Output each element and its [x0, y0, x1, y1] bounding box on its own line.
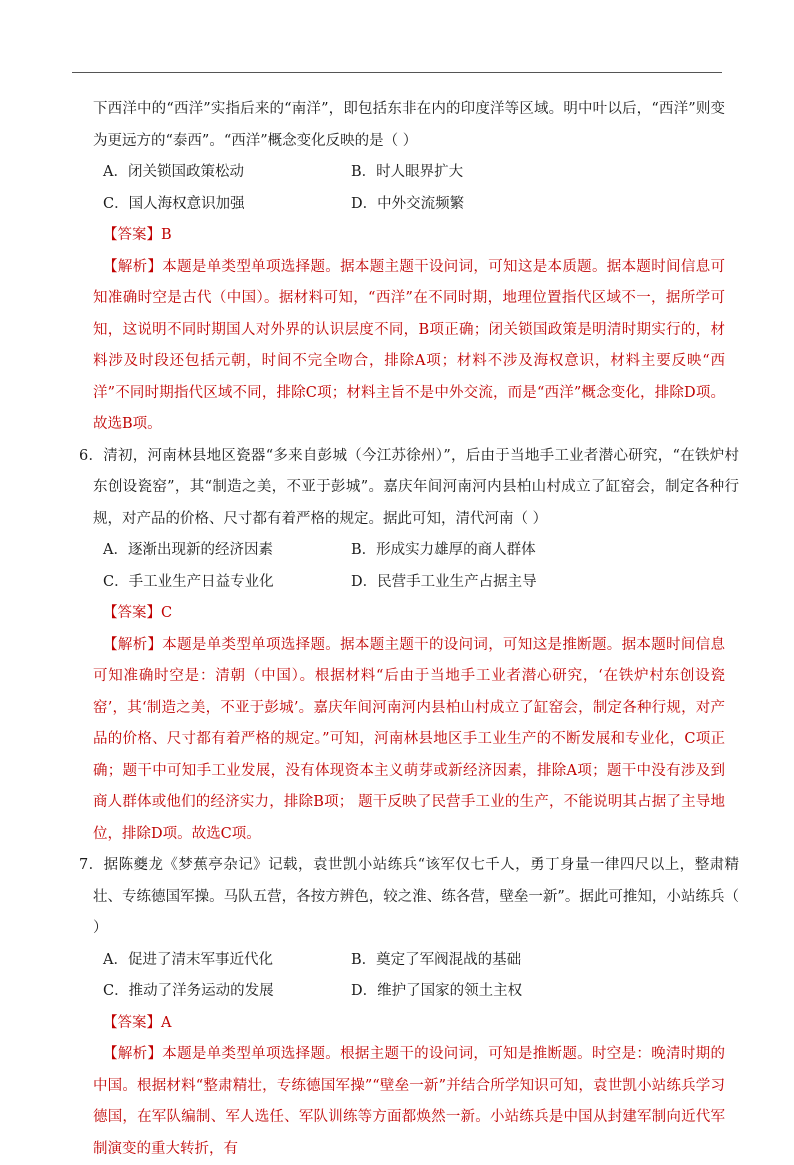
q7-analysis-text: 【解析】本题是单类型单项选择题。根据主题干的设问词，可知是推断题。时空是：晚清时期的中国。根据材料“整肃精壮，专练德国军操”“壁垒一新”并结合所学知识可知，袁世凯小站练兵学习德国，在军队编制、军人选任、军队训练等方面都焕然一新。小站练兵是中国从封建军制向近代军制演变的重大转折，有 — [93, 1046, 725, 1157]
q7-option-b: B．奠定了军阀混战的基础 — [351, 951, 522, 968]
q5-answer: 【答案】B — [103, 227, 172, 243]
q6-option-c: C．手工业生产日益专业化 — [103, 573, 274, 590]
q5-analysis — [93, 252, 725, 441]
q6-option-b: B．形成实力雄厚的商人群体 — [351, 542, 536, 558]
q7-stem: 7．据陈夔龙《梦蕉亭杂记》记载，袁世凯小站练兵“该军仅七千人，勇丁身量一律四尺以上，整肃精壮、专练德国军操。马队五营，各按方辨色，较之淮、练各营，壁垒一新”。据此可推知，小站练兵（ ） — [79, 857, 739, 936]
q5-options — [93, 157, 725, 220]
q7-analysis — [93, 1039, 725, 1165]
q7-option-d: D．维护了国家的领土主权 — [351, 983, 523, 999]
q6-analysis-text: 【解析】本题是单类型单项选择题。据本题主题干的设问词，可知这是推断题。据本题时间信息可知准确时空是：清朝（中国）。根据材料“后由于当地手工业者潜心研究，‘在铁炉村东创设瓷窑’，其‘制造之美，不亚于彭城’。嘉庆年间河南河内县柏山村成立了缸窑会，制定各种行规，对产品的价格、尺寸都有着严格的规定。”可知，河南林县地区手工业生产的不断发展和专业化，C项正确；题干中可知手工业发展，没有体现资本主义萌芽或新经济因素，排除A项；题干中没有涉及到商人群体或他们的经济实力，排除B项； 题干反映了民营手工业的生产，不能说明其占据了主导地位，排除D项。故选C项。 — [93, 636, 725, 842]
q6-option-d: D．民营手工业生产占据主导 — [351, 573, 537, 590]
q7-option-a: A．促进了清末军事近代化 — [103, 951, 273, 968]
q7-options — [93, 945, 725, 1008]
q5-option-c: C．国人海权意识加强 — [103, 195, 245, 212]
q5-stem-continued: 下西洋中的“西洋”实指后来的“南洋”，即包括东非在内的印度洋等区域。明中叶以后，“西洋”则变为更远方的“泰西”。“西洋”概念变化反映的是（ ） — [93, 101, 725, 149]
q5-analysis-text: 【解析】本题是单类型单项选择题。据本题主题干设问词，可知这是本质题。据本题时间信息可知准确时空是古代（中国）。据材料可知，“西洋”在不同时期，地理位置指代区域不一，据所学可知，这说明不同时期国人对外界的认识层度不同，B项正确；闭关锁国政策是明清时期实行的，材料涉及时段还包括元朝，时间不完全吻合，排除A项；材料不涉及海权意识，材料主要反映“西洋”不同时期指代区域不同，排除C项；材料主旨不是中外交流，而是“西洋”概念变化，排除D项。故选B项。 — [93, 258, 725, 432]
q6-options — [93, 535, 725, 598]
q7-option-c: C．推动了洋务运动的发展 — [103, 983, 274, 999]
q6-analysis — [93, 630, 725, 851]
q5-option-d: D．中外交流频繁 — [351, 195, 465, 212]
q5-option-a: A．闭关锁国政策松动 — [103, 164, 244, 180]
document-body — [79, 94, 739, 1165]
q6-answer: 【答案】C — [103, 605, 173, 621]
q6-stem: 6．清初，河南林县地区瓷器“多来自彭城（今江苏徐州）”，后由于当地手工业者潜心研究，“在铁炉村东创设瓷窑”，其“制造之美，不亚于彭城”。嘉庆年间河南河内县柏山村成立了缸窑会，制定各种行规，对产品的价格、尺寸都有着严格的规定。据此可知，清代河南（ ） — [79, 447, 739, 527]
q5-option-b: B．时人眼界扩大 — [351, 164, 464, 180]
q6-option-a: A．逐渐出现新的经济因素 — [103, 542, 273, 558]
header-rule — [72, 72, 722, 73]
q7-answer: 【答案】A — [103, 1014, 172, 1031]
